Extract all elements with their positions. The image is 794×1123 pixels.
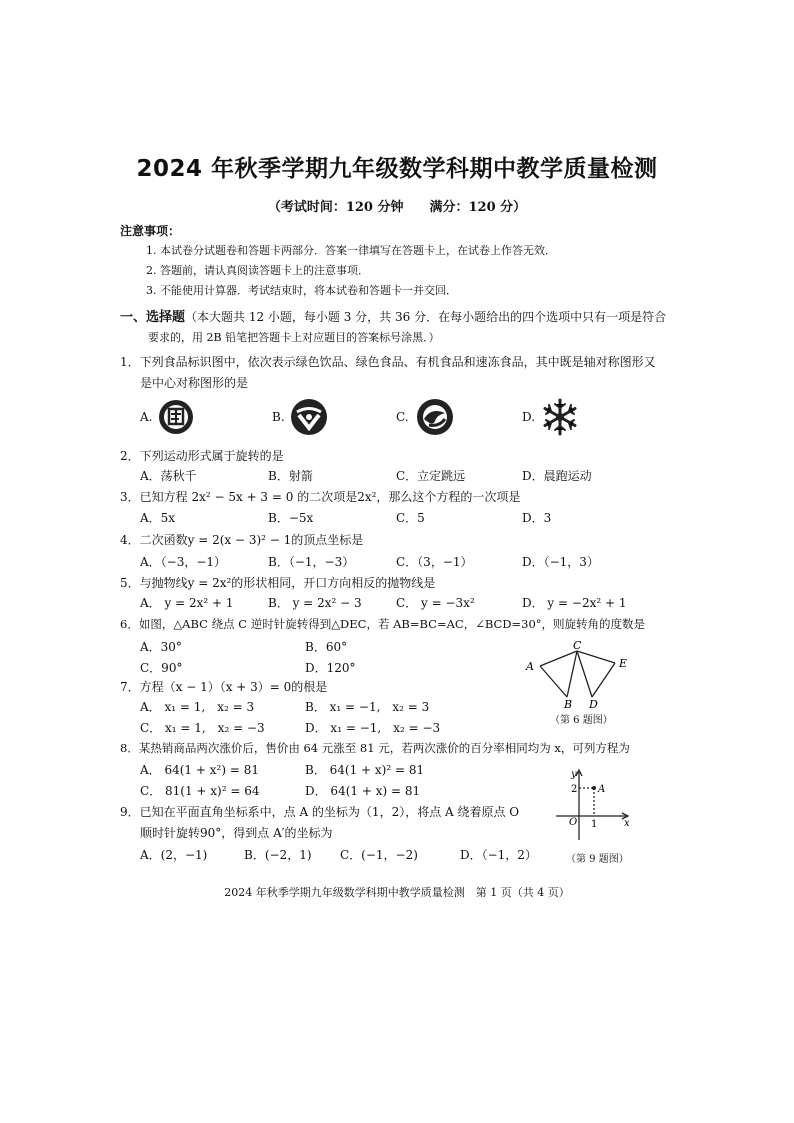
question-5-stem: 5．与抛物线y = 2x²的形状相同，开口方向相反的抛物线是 [120,576,436,590]
option-c: C．5 [396,511,425,525]
question-2-stem: 2．下列运动形式属于旋转的是 [120,449,284,463]
option-a: A．5x [140,511,176,525]
option-a: A． y = 2x² + 1 [140,596,234,610]
option-d: D．（−1，2） [460,848,537,862]
option-c: C．90° [140,661,183,675]
figure-label-c: C [573,640,582,652]
section-desc: （本大题共 12 小题，每小题 3 分，共 36 分．在每小题给出的四个选项中只有一项是符合 [185,310,667,324]
origin-label: O [569,817,578,828]
organic-food-logo-icon [415,397,455,437]
section-label: 一、选择题 [120,310,186,325]
option-c: C．（3，−1） [396,555,473,569]
green-food-logo-icon [289,397,329,437]
option-a-label: A. [140,410,153,424]
option-c: C．(−1，−2) [340,848,418,862]
option-d: D．晨跑运动 [522,469,592,483]
note-item: 1. 本试卷分试题卷和答题卡两部分．答案一律填写在答题卡上，在试卷上作答无效． [146,244,556,257]
option-a: A． 64(1 + x²) = 81 [140,763,259,777]
option-c: C． y = −3x² [396,596,475,610]
option-b: B．−5x [268,511,314,525]
figure-label-d: D [589,698,598,710]
figure-6-caption: （第 6 题图） [550,715,613,726]
option-d-label: D. [522,410,536,424]
option-b-label: B. [272,410,285,424]
figure-9-caption: （第 9 题图） [566,854,629,865]
option-c: C．立定跳远 [396,469,466,483]
option-b: B．60° [305,640,348,654]
question-3-stem: 3．已知方程 2x² − 5x + 3 = 0 的二次项是2x²，那么这个方程的一次项是 [120,490,521,504]
question-6-figure [520,640,635,710]
option-a: A．30° [140,640,182,654]
section-header [120,306,666,325]
option-d: D．3 [522,511,552,525]
option-d: D．（−1，3） [522,555,599,569]
page-title: 2024 年秋季学期九年级数学科期中教学质量检测 [136,156,658,182]
figure-label-a: A [526,660,534,673]
section-desc-cont: 要求的，用 2B 铅笔把答题卡上对应题目的答案标号涂黑．） [148,331,440,344]
option-d: D．120° [305,661,356,675]
tick-label-2: 2 [571,784,578,795]
option-c: C． x₁ = 1, x₂ = −3 [140,721,265,735]
axis-label-y: y [571,769,577,780]
question-7-stem: 7．方程（x − 1）（x + 3）= 0的根是 [120,680,328,694]
option-c-label: C. [396,410,409,424]
option-d: D． y = −2x² + 1 [522,596,627,610]
question-4-stem: 4．二次函数y = 2(x − 3)² − 1的顶点坐标是 [120,533,364,547]
option-b: B． 64(1 + x)² = 81 [305,763,425,777]
option-b: B．（−1，−3） [268,555,355,569]
question-9-stem: 9．已知在平面直角坐标系中，点 A 的坐标为（1，2），将点 A 绕着原点 O [120,805,520,819]
figure-label-e: E [619,657,628,670]
note-item: 3. 不能使用计算器．考试结束时，将本试卷和答题卡一并交回． [146,284,457,297]
option-d: D． 64(1 + x) = 81 [305,784,421,798]
question-8-stem: 8．某热销商品两次涨价后，售价由 64 元涨至 81 元，若两次涨价的百分率相同均为 x，可列方程为 [120,741,630,755]
option-a: A．荡秋千 [140,469,197,483]
option-b: B．射箭 [268,469,313,483]
question-9-figure [552,766,632,846]
question-1-stem-cont: 是中心对称图形的是 [140,376,249,390]
option-a: A．（−3，−1） [140,555,227,569]
question-1-stem: 1．下列食品标识图中，依次表示绿色饮品、绿色食品、有机食品和速冻食品，其中既是轴对称图形又 [120,355,656,369]
option-a: A． x₁ = 1, x₂ = 3 [140,700,255,714]
tick-label-1: 1 [591,819,598,830]
figure-label-b: B [564,698,573,710]
note-item: 2. 答题前，请认真阅读答题卡上的注意事项． [146,264,369,277]
exam-info: （考试时间：120 分钟 满分：120 分） [267,200,527,215]
snowflake-icon [540,397,580,437]
option-b: B． x₁ = −1, x₂ = 3 [305,700,430,714]
notes-heading: 注意事项： [120,224,181,238]
page-footer: 2024 年秋季学期九年级数学科期中教学质量检测 第 1 页（共 4 页） [224,886,570,899]
option-b: B．(−2，1) [244,848,312,862]
question-6-stem: 6．如图，△ABC 绕点 C 逆时针旋转得到△DEC，若 AB=BC=AC，∠BCD=30°，则旋转角的度数是 [120,617,646,631]
option-a: A．(2，−1) [140,848,208,862]
point-a-label: A [598,784,606,795]
option-d: D． x₁ = −1, x₂ = −3 [305,721,441,735]
option-c: C． 81(1 + x)² = 64 [140,784,260,798]
question-9-stem-cont: 顺时针旋转90°，得到点 A′的坐标为 [140,826,333,840]
green-drink-logo-icon [157,398,195,436]
option-b: B． y = 2x² − 3 [268,596,362,610]
axis-label-x: x [624,818,630,829]
